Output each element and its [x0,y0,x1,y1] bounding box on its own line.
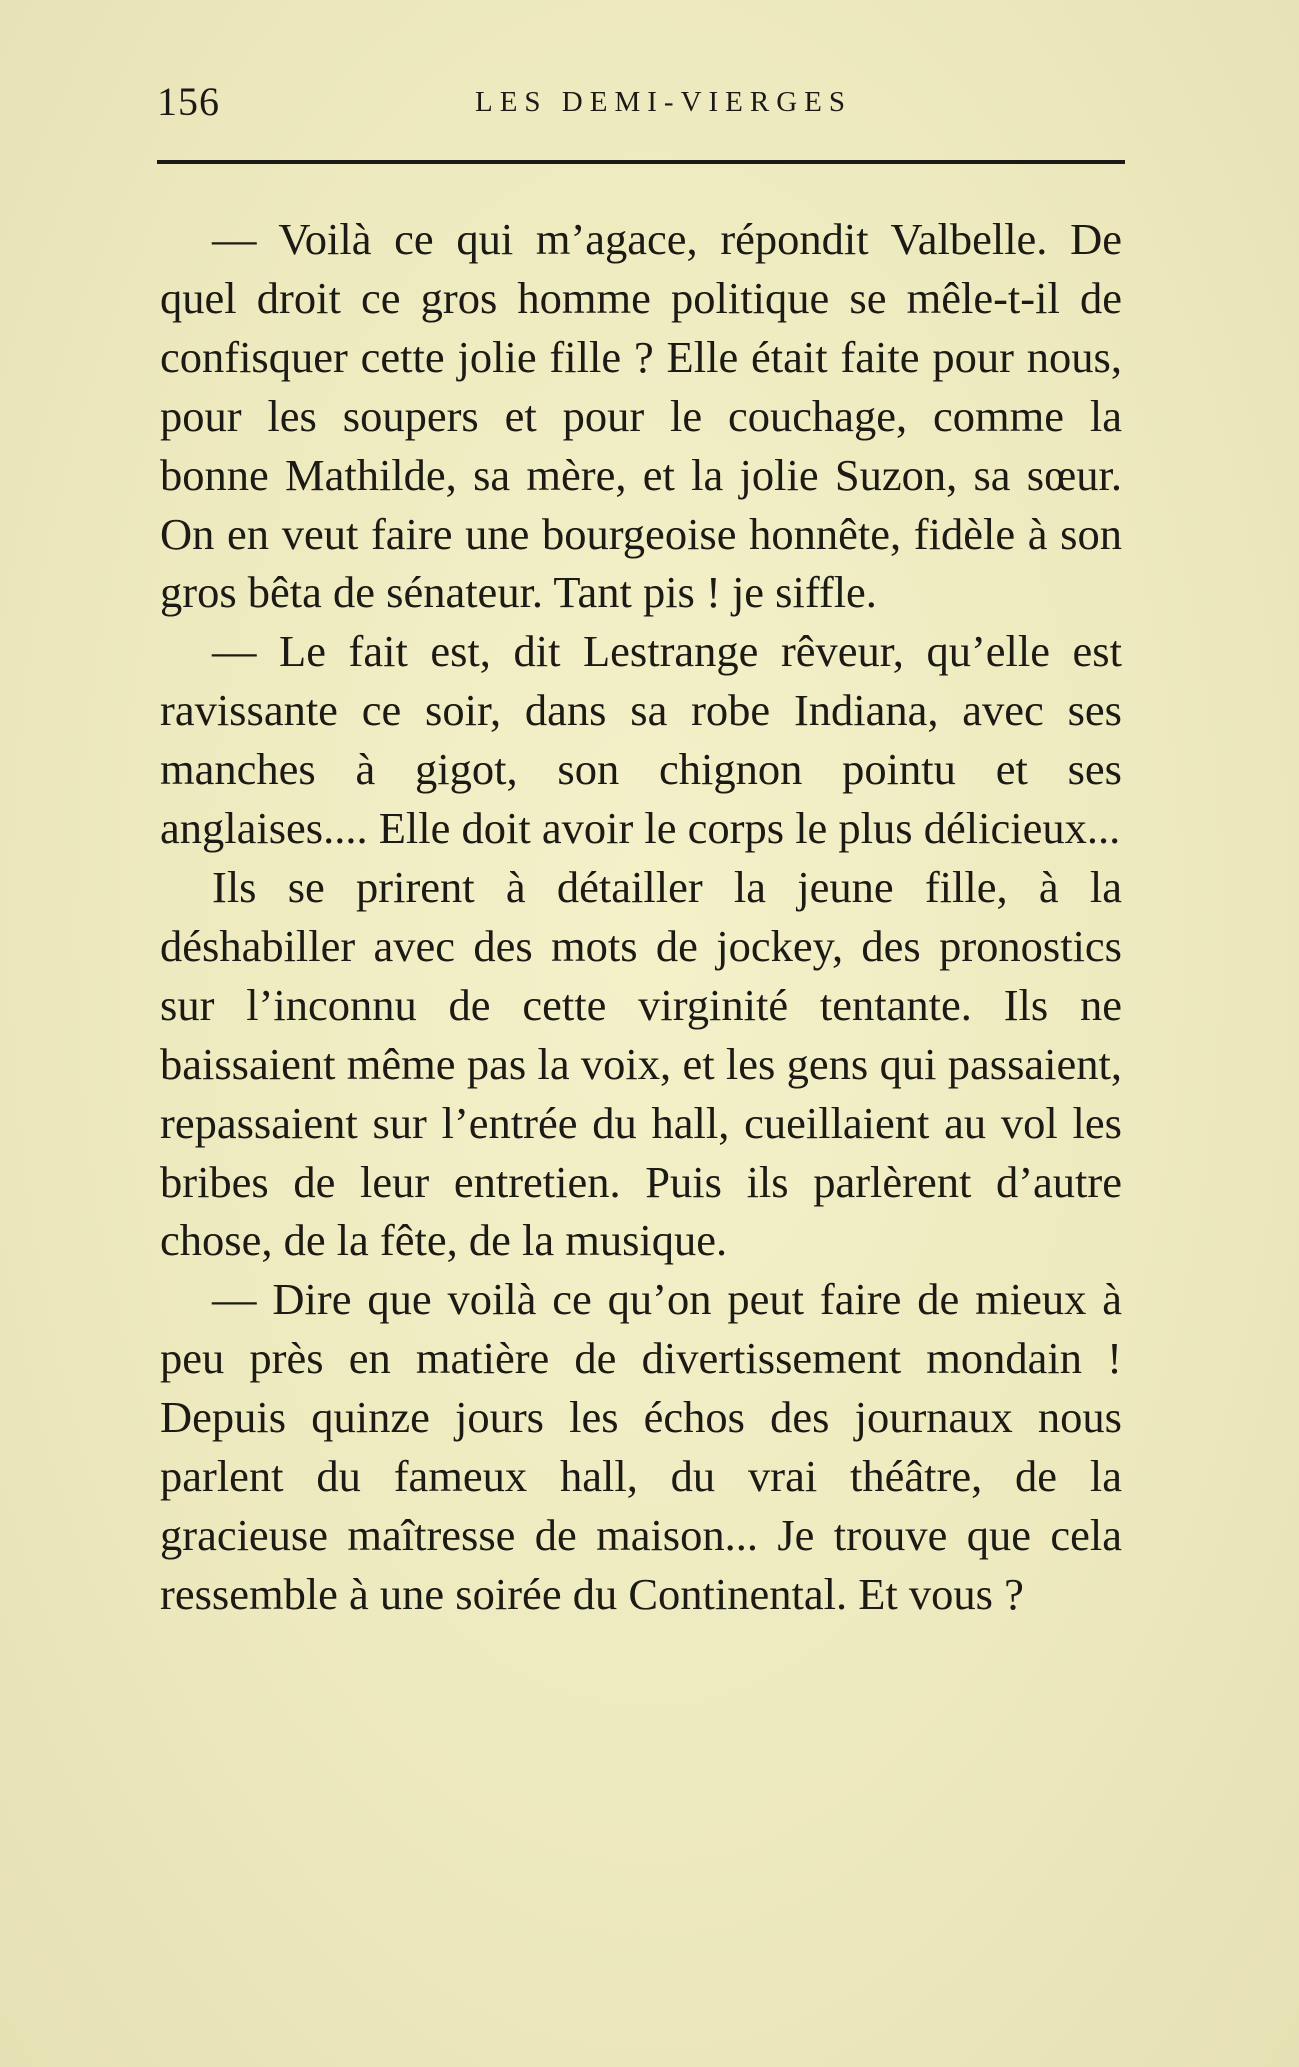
paragraph: — Le fait est, dit Lestrange rêveur, qu’elle est ravissante ce soir, dans sa robe Indiana, avec ses manches à gigot, son chignon pointu et ses anglaises.... Elle doit avoir le corps le plus délicieux... [160,626,1122,854]
body-text [160,210,1122,1624]
page-header [157,78,1125,128]
paragraph: — Dire que voilà ce qu’on peut faire de mieux à peu près en matière de divertissement mondain ! Depuis quinze jours les échos des journaux nous parlent du fameux hall, du vrai théâtre, de la gracieuse maîtresse de maison... Je trouve que cela ressemble à une soirée du Continental. Et vous ? [160,1274,1122,1619]
paragraph: Ils se prirent à détailler la jeune fille, à la déshabiller avec des mots de jockey, des pronostics sur l’inconnu de cette virginité tentante. Ils ne baissaient même pas la voix, et les gens qui passaient, repassaient sur l’entrée du hall, cueillaient au vol les bribes de leur entretien. Puis ils parlèrent d’autre chose, de la fête, de la musique. [160,861,1122,1266]
page-number: 156 [157,79,220,124]
paragraph: — Voilà ce qui m’agace, répondit Valbelle. De quel droit ce gros homme politique se mêle-t-il de confisquer cette jolie fille ? Elle était faite pour nous, pour les soupers et pour le couchage, comme la bonne Mathilde, sa mère, et la jolie Suzon, sa sœur. On en veut faire une bourgeoise honnête, fidèle à son gros bêta de sénateur. Tant pis ! je siffle. [160,214,1122,618]
running-title: LES DEMI-VIERGES [475,86,853,118]
header-rule [157,160,1125,164]
